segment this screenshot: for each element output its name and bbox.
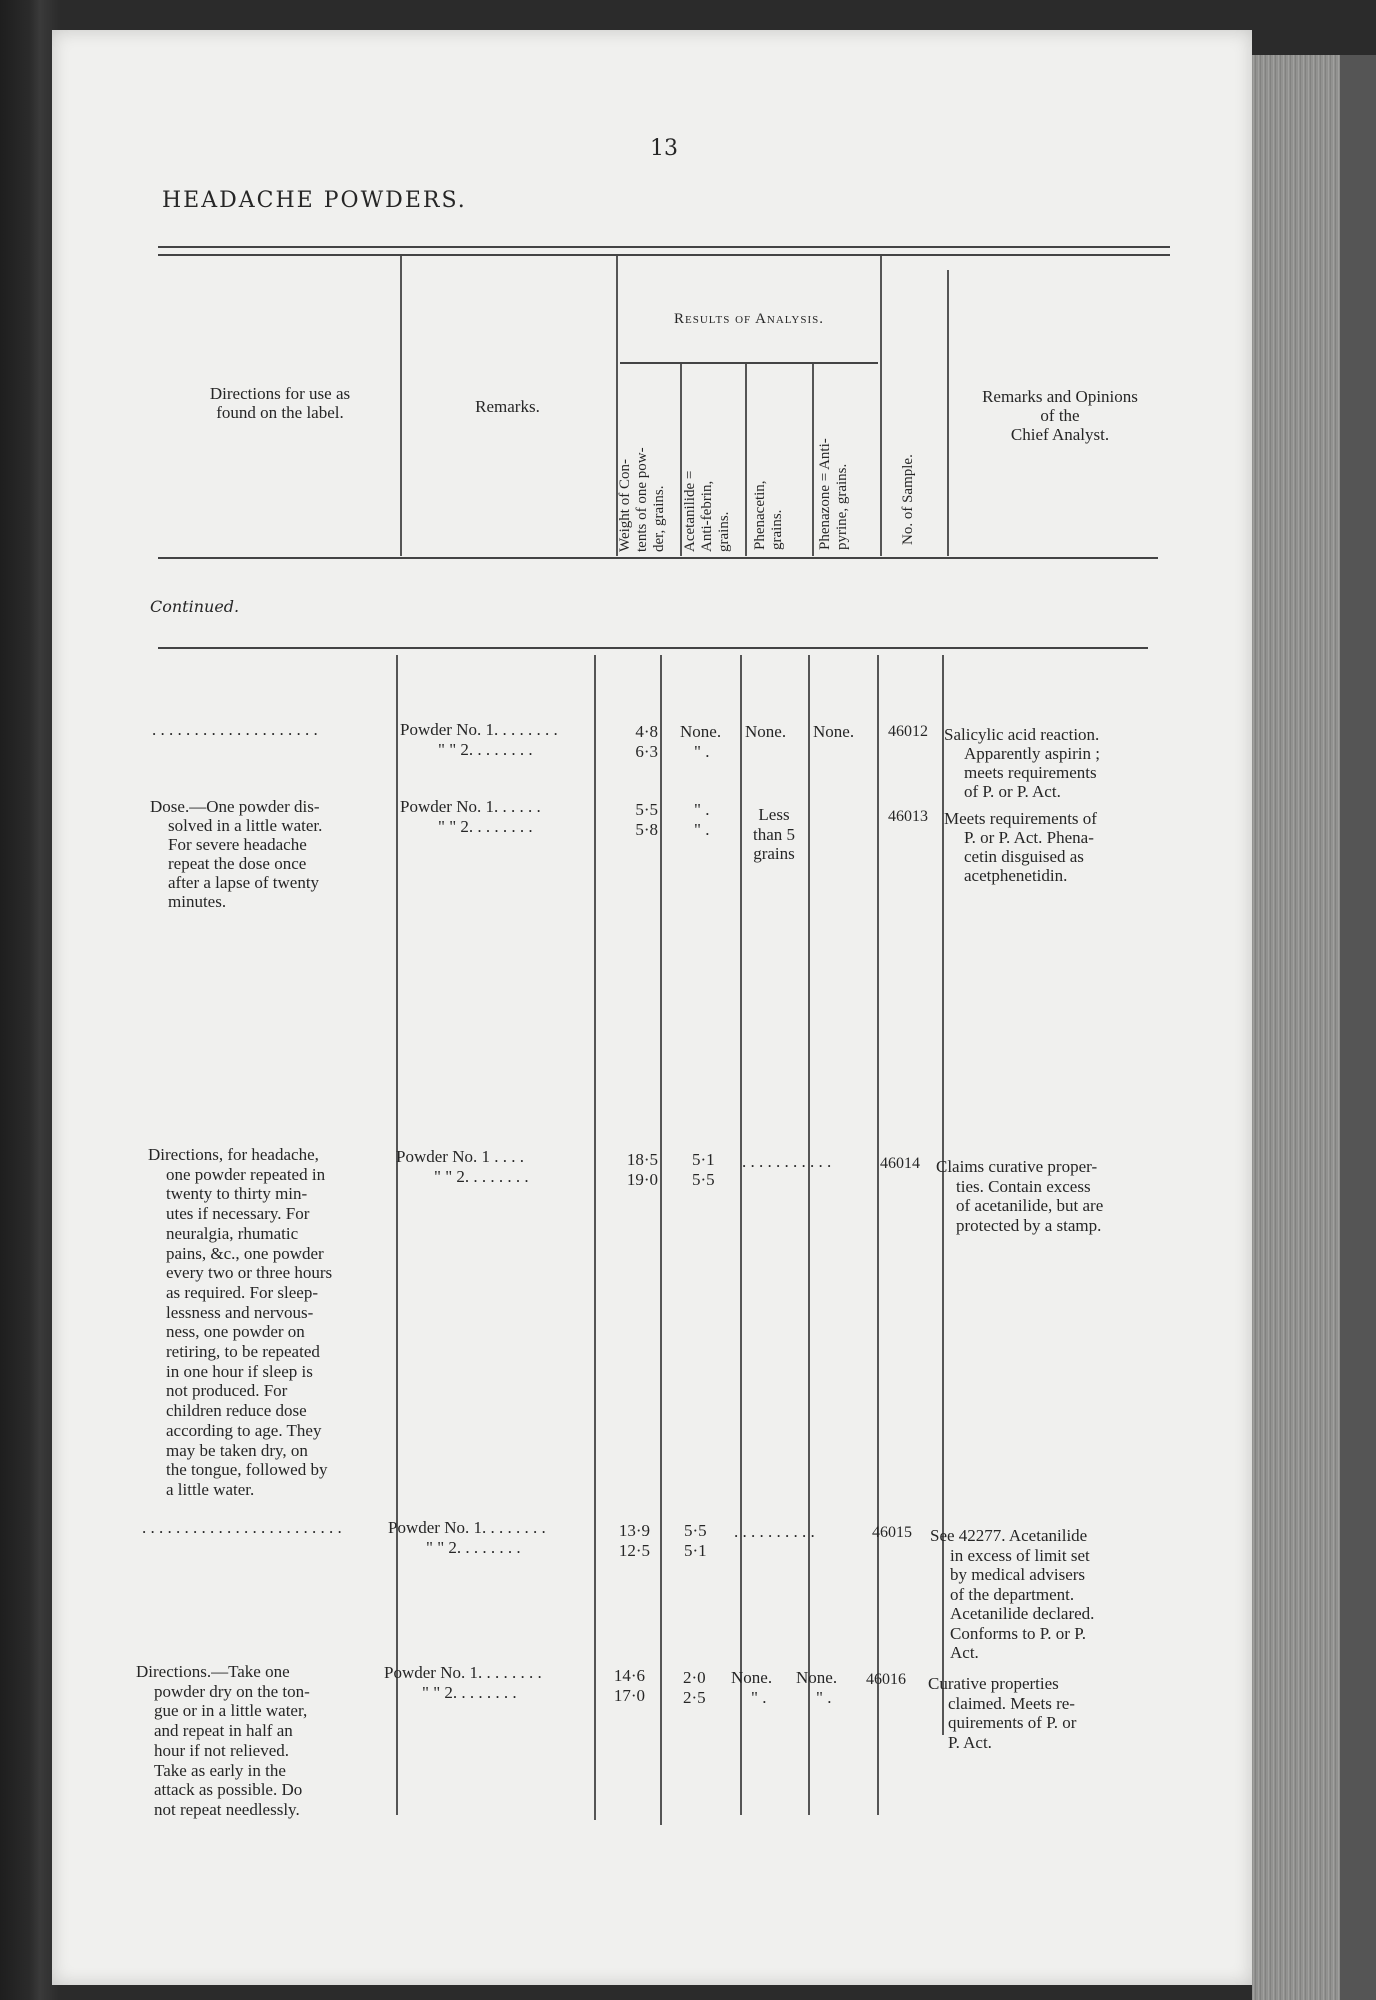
row5-acetanilide: 2·0 2·5 xyxy=(683,1668,706,1707)
header-phenacetin: Phenacetin, grains. xyxy=(752,480,785,550)
row1-weight: 4·8 6·3 xyxy=(635,722,658,761)
row2-opinion: Meets requirements of P. or P. Act. Phena- cetin disguised as acetphenetidin. xyxy=(944,809,1097,885)
row4-weight: 13·9 12·5 xyxy=(618,1521,650,1560)
row5-remarks: Powder No. 1. . . . . . . . " " 2. . . . . . . . xyxy=(384,1663,542,1702)
row3-directions: Directions, for headache, one powder repeated in twenty to thirty min- utes if necessary. For neuralgia, rhumatic pains, &c., one powder every two or three hours as required. For sleep- lessness and nervous- ness, one powder on retiring, to be repeated in one hour if sleep is not produced. For children reduce dose according to age. They may be taken dry, on the tongue, followed by a little water. xyxy=(148,1145,333,1499)
row1-acetanilide: None. " . xyxy=(680,722,722,761)
row5-sample-no: 46016 xyxy=(866,1671,906,1688)
header-directions: Directions for use as found on the label. xyxy=(209,384,351,422)
row5-opinion: Curative properties claimed. Meets re- quirements of P. or P. Act. xyxy=(928,1674,1077,1752)
header-col-line-5 xyxy=(812,364,814,556)
header-sample-no: No. of Sample. xyxy=(900,454,916,545)
results-group-rule xyxy=(620,362,878,364)
row2-directions: Dose.—One powder dis- solved in a little water. For severe headache repeat the dose once after a lapse of twenty minutes. xyxy=(150,797,323,911)
row4-phenacetin: . . . . . . . . . . xyxy=(734,1522,815,1541)
row3-sample-no: 46014 xyxy=(880,1155,920,1172)
row2-remarks: Powder No. 1. . . . . . " " 2. . . . . . . . xyxy=(400,797,541,836)
table-top-rule xyxy=(158,246,1170,248)
row5-phenacetin: None. " . xyxy=(731,1668,773,1707)
row4-opinion: See 42277. Acetanilide in excess of limit set by medical advisers of the department. Acetanilide declared. Conforms to P. or P. Act. xyxy=(930,1526,1095,1662)
body-col-line-2 xyxy=(594,655,596,1820)
row3-remarks: Powder No. 1 . . . . " " 2. . . . . . . . xyxy=(396,1147,529,1186)
header-col-line-4 xyxy=(745,364,747,556)
row3-opinion: Claims curative proper- ties. Contain excess of acetanilide, but are protected by a stamp. xyxy=(936,1157,1104,1235)
header-results-of-analysis: Results of Analysis. xyxy=(674,311,824,327)
section-title: HEADACHE POWDERS. xyxy=(162,188,467,213)
continued-rule xyxy=(158,647,1148,649)
header-weight: Weight of Con- tents of one pow- der, grains. xyxy=(617,447,667,552)
header-bottom-rule xyxy=(158,557,1158,559)
table-top-rule-double xyxy=(158,254,1170,256)
row2-weight: 5·5 5·8 xyxy=(635,800,658,839)
header-remarks: Remarks. xyxy=(475,397,540,416)
continued-label: Continued. xyxy=(150,597,240,616)
row5-weight: 14·6 17·0 xyxy=(613,1666,645,1705)
page-number: 13 xyxy=(650,136,678,161)
row4-acetanilide: 5·5 5·1 xyxy=(684,1521,707,1560)
row5-directions: Directions.—Take one powder dry on the ton- gue or in a little water, and repeat in half an hour if not relieved. Take as early in the attack as possible. Do not repeat needlessly. xyxy=(136,1662,310,1819)
row1-sample-no: 46012 xyxy=(888,723,928,740)
header-phenazone: Phenazone = Anti- pyrine, grains. xyxy=(817,438,850,550)
row1-opinion: Salicylic acid reaction. Apparently aspirin ; meets requirements of P. or P. Act. xyxy=(944,725,1100,801)
body-col-line-6 xyxy=(877,655,879,1815)
body-col-line-3 xyxy=(660,655,662,1825)
header-col-line-1 xyxy=(400,256,402,556)
row2-sample-no: 46013 xyxy=(888,808,928,825)
row4-remarks: Powder No. 1. . . . . . . . " " 2. . . . . . . . xyxy=(388,1518,546,1557)
header-opinions: Remarks and Opinions of the Chief Analyst. xyxy=(982,387,1138,444)
row3-phenacetin: . . . . . . . . . . . xyxy=(742,1152,832,1171)
header-col-line-6 xyxy=(880,256,882,556)
header-col-line-7 xyxy=(947,270,949,556)
book-binding-shadow xyxy=(1340,55,1376,2000)
row4-sample-no: 46015 xyxy=(872,1524,912,1541)
row3-weight: 18·5 19·0 xyxy=(626,1150,658,1189)
row1-remarks: Powder No. 1. . . . . . . . " " 2. . . . . . . . xyxy=(400,720,558,759)
body-col-line-1 xyxy=(396,655,398,1815)
row2-acetanilide: " . " . xyxy=(694,800,710,839)
row2-phenacetin: Less than 5 grains xyxy=(752,805,796,863)
body-col-line-5 xyxy=(808,655,810,1815)
row3-acetanilide: 5·1 5·5 xyxy=(692,1150,715,1189)
row1-directions: . . . . . . . . . . . . . . . . . . . . xyxy=(152,720,318,739)
row1-phenazone: None. xyxy=(813,722,855,741)
row1-phenacetin: None. xyxy=(745,722,787,741)
header-acetanilide: Acetanilide = Anti-febrin, grains. xyxy=(682,470,732,552)
row5-phenazone: None. " . xyxy=(796,1668,838,1707)
row4-directions: . . . . . . . . . . . . . . . . . . . . . . . . xyxy=(142,1518,342,1537)
